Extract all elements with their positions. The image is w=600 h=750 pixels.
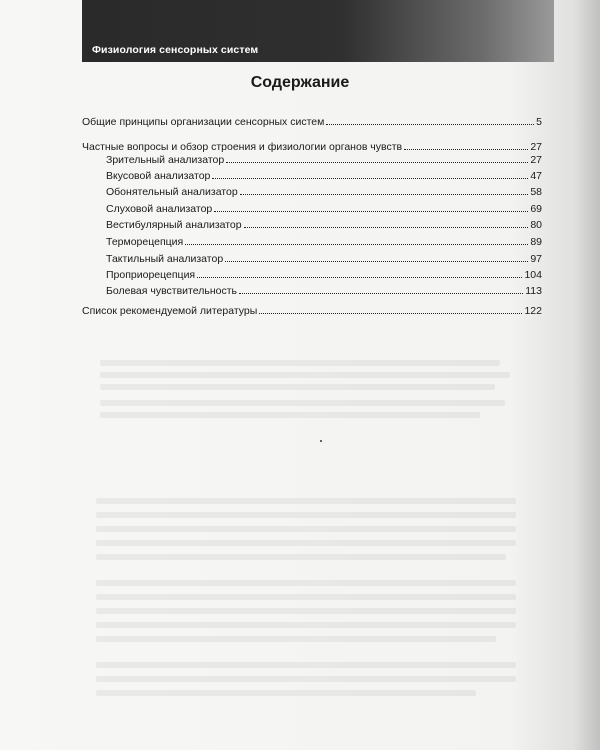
bleed-through-line <box>96 662 516 668</box>
toc-entry <box>82 305 542 317</box>
toc-entry-label: Обонятельный анализатор <box>106 186 238 198</box>
bleed-through-line <box>100 412 480 418</box>
toc-entry-label: Болевая чувствительность <box>106 285 237 297</box>
toc-dot-leader <box>225 261 528 262</box>
bleed-through-line <box>96 636 496 642</box>
toc-entry <box>106 203 542 215</box>
toc-entry <box>106 186 542 198</box>
print-speck <box>320 440 322 442</box>
toc-dot-leader <box>404 149 528 150</box>
toc-entry <box>82 141 542 153</box>
page-title: Содержание <box>250 74 350 91</box>
bleed-through-line <box>100 400 505 406</box>
bleed-through-line <box>96 594 516 600</box>
bleed-through-line <box>96 622 516 628</box>
bleed-through-line <box>96 512 516 518</box>
bleed-through-line <box>96 690 476 696</box>
toc-entry-label: Зрительный анализатор <box>106 154 225 166</box>
toc-dot-leader <box>244 227 529 228</box>
toc-entry-label: Вкусовой анализатор <box>106 170 211 182</box>
toc-page-number: 58 <box>530 186 542 198</box>
toc-page-number: 69 <box>530 203 542 215</box>
toc-page-number: 122 <box>524 305 542 317</box>
toc-entry <box>106 269 542 281</box>
toc-entry-label: Частные вопросы и обзор строения и физиологии органов чувств <box>82 141 403 153</box>
toc-dot-leader <box>259 313 522 314</box>
toc-page-number: 104 <box>524 269 542 281</box>
running-header-title: Физиология сенсорных систем <box>92 44 259 56</box>
toc-entry-label: Вестибулярный анализатор <box>106 219 242 231</box>
toc-dot-leader <box>197 277 522 278</box>
toc-entry-label: Проприорецепция <box>106 269 196 281</box>
toc-entry <box>106 236 542 248</box>
toc-entry-label: Терморецепция <box>106 236 184 248</box>
bleed-through-line <box>100 384 495 390</box>
toc-entry-label: Слуховой анализатор <box>106 203 213 215</box>
toc-entry <box>106 170 542 182</box>
toc-entry <box>82 116 542 128</box>
toc-entry <box>106 253 542 265</box>
bleed-through-line <box>100 360 500 366</box>
toc-page-number: 89 <box>530 236 542 248</box>
bleed-through-line <box>96 526 516 532</box>
toc-dot-leader <box>212 178 528 179</box>
bleed-through-line <box>96 608 516 614</box>
toc-entry <box>106 154 542 166</box>
page-edge-shadow <box>574 0 600 750</box>
toc-page-number: 27 <box>530 141 542 153</box>
toc-dot-leader <box>185 244 528 245</box>
toc-dot-leader <box>239 293 523 294</box>
toc-page-number: 27 <box>530 154 542 166</box>
toc-entry <box>106 219 542 231</box>
bleed-through-line <box>96 554 506 560</box>
toc-entry-label: Тактильный анализатор <box>106 253 224 265</box>
toc-dot-leader <box>326 124 534 125</box>
toc-entry-label: Общие принципы организации сенсорных систем <box>82 116 325 128</box>
bleed-through-line <box>96 540 516 546</box>
toc-dot-leader <box>240 194 529 195</box>
toc-page-number: 5 <box>536 116 542 128</box>
bleed-through-line <box>96 580 516 586</box>
toc-page-number: 97 <box>530 253 542 265</box>
bleed-through-line <box>96 676 516 682</box>
toc-page-number: 80 <box>530 219 542 231</box>
toc-entry-label: Список рекомендуемой литературы <box>82 305 258 317</box>
toc-entry <box>106 285 542 297</box>
toc-dot-leader <box>214 211 528 212</box>
bleed-through-line <box>100 372 510 378</box>
bleed-through-line <box>96 498 516 504</box>
toc-page-number: 47 <box>530 170 542 182</box>
toc-dot-leader <box>226 162 528 163</box>
toc-page-number: 113 <box>525 285 542 297</box>
